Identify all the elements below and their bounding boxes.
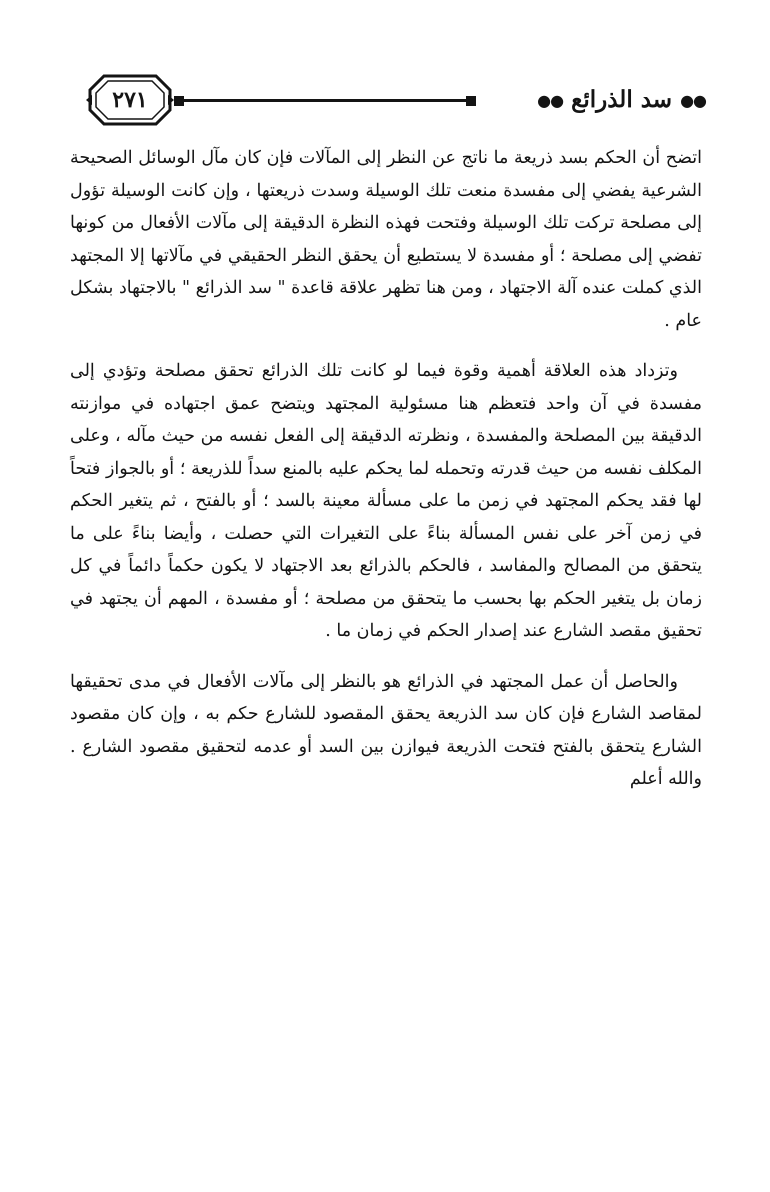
page-number-frame (86, 72, 174, 128)
page-body (70, 142, 702, 814)
rule-square-icon (174, 96, 184, 106)
paragraph: وتزداد هذه العلاقة أهمية وقوة فيما لو كانت تلك الذرائع تحقق مصلحة وتؤدي إلى مفسدة في آن واحد فتعظم هنا مسئولية المجتهد ويتضح عمق اجتهاده في موازنته الدقيقة بين المصلحة والمفسدة ، ونظرته الدقيقة إلى الفعل نفسه من حيث مآله ، وعلى المكلف نفسه من حيث قدرته وتحمله لما يحكم عليه بالمنع سداً للذريعة ؛ أو بالجواز فتحاً لها فقد يحكم المجتهد في زمن ما على مسألة معينة بالسد ؛ أو بالفتح ، ثم يتغير الحكم في زمن آخر على نفس المسألة بناءً على التغيرات التي حصلت ، وأيضا بناءً على ما يتحقق من المصالح والمفاسد ، فالحكم بالذرائع بعد الاجتهاد لا يكون حكماً دائماً في كل زمان بل يتغير الحكم بها بحسب ما يتحقق من مصلحة ؛ أو مفسدة ، المهم أن يجتهد في تحقيق مقصد الشارع عند إصدار الحكم في زمان ما . (70, 361, 702, 641)
paragraph: والحاصل أن عمل المجتهد في الذرائع هو بالنظر إلى مآلات الأفعال في مدى تحقيقها لمقاصد الشارع فإن كان سد الذريعة يحقق المقصود للشارع حكم به ، وإن كان مقصود الشارع يتحقق بالفتح فتحت الذريعة فيوازن بين السد أو عدمه لتحقيق مقصود الشارع . والله أعلم (70, 671, 702, 789)
rule-square-icon (466, 96, 476, 106)
header-rule (174, 97, 476, 103)
page-number: ٢٧١ (112, 87, 148, 113)
rule-line (184, 99, 466, 102)
paragraph: اتضح أن الحكم بسد ذريعة ما ناتج عن النظر إلى المآلات فإن كان مآل الوسائل الصحيحة الشرعية يفضي إلى مفسدة منعت تلك الوسيلة وسدت ذريعتها ، وإن كانت الوسيلة تؤول إلى مصلحة تركت تلك الوسيلة وفتحت فهذه النظرة الدقيقة إلى مآلات الأفعال من كونها تفضي إلى مصلحة ؛ أو مفسدة لا يستطيع أن يحقق النظر الحقيقي في مآلاتها إلا المجتهد الذي كملت عنده آلة الاجتهاد ، ومن هنا تظهر علاقة قاعدة " سد الذرائع " بالاجتهاد بشكل عام . (70, 148, 702, 331)
ornament-dots-icon: ●● (537, 91, 564, 110)
ornament-dots-icon: ●● (680, 91, 706, 110)
running-head (537, 82, 706, 118)
running-head-title: سد الذرائع (571, 86, 673, 113)
page-header (86, 72, 706, 128)
